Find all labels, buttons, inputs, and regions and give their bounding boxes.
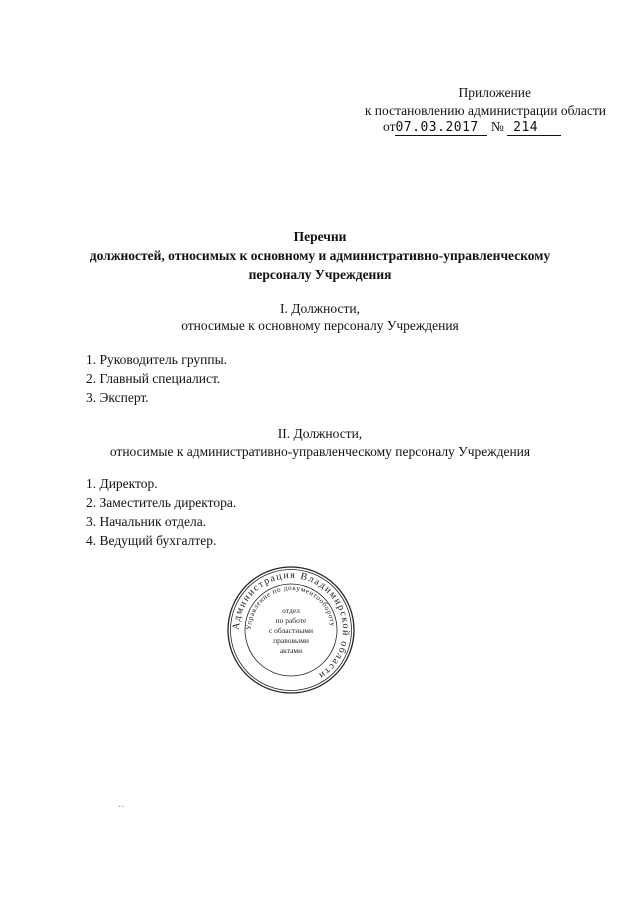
appendix-subtitle: к постановлению администрации области xyxy=(364,103,606,118)
official-stamp xyxy=(226,565,356,695)
stamp-center-text xyxy=(269,606,313,655)
svg-text:с областными: с областными xyxy=(268,626,314,635)
title-line-3: персоналу Учреждения xyxy=(248,267,392,282)
stamp-inner-ring-text: Управление по документообороту xyxy=(244,583,337,631)
section-1-heading xyxy=(0,300,640,334)
section-1-heading-line-2: относимые к основному персоналу Учреждения xyxy=(181,318,459,333)
svg-text:правовыми: правовыми xyxy=(273,636,309,645)
number-value: 214 xyxy=(507,121,561,136)
svg-text:по работе: по работе xyxy=(275,616,307,625)
svg-text:актами: актами xyxy=(279,646,303,655)
document-title xyxy=(0,227,640,284)
date-value: 07.03.2017 xyxy=(395,121,487,136)
list-item: 1. Директор. xyxy=(86,476,158,491)
stamp-outer-text: Администрация Владимирской области xyxy=(230,569,352,682)
list-item: 4. Ведущий бухгалтер. xyxy=(86,533,217,548)
section-1-list xyxy=(86,350,227,407)
list-item: 2. Главный специалист. xyxy=(86,371,221,386)
svg-text:отдел: отдел xyxy=(282,606,300,615)
title-line-2: должностей, относимых к основному и административно-управленческому xyxy=(89,248,551,263)
date-prefix: от xyxy=(383,119,396,134)
list-item: 3. Начальник отдела. xyxy=(86,514,207,529)
list-item: 1. Руководитель группы. xyxy=(86,352,228,367)
section-1-heading-line-1: I. Должности, xyxy=(280,301,360,316)
section-2-heading xyxy=(0,425,640,461)
section-2-list xyxy=(86,474,236,550)
list-item: 2. Заместитель директора. xyxy=(86,495,237,510)
section-2-heading-line-1: II. Должности, xyxy=(277,426,363,441)
appendix-header xyxy=(365,84,606,120)
title-line-1: Перечни xyxy=(293,229,347,244)
scan-artifact: ·· xyxy=(118,802,125,813)
date-number-line xyxy=(383,119,561,136)
section-2-heading-line-2: относимые к административно-управленческому персоналу Учреждения xyxy=(109,444,531,459)
number-sign: № xyxy=(490,119,504,134)
appendix-title: Приложение xyxy=(458,85,531,100)
list-item: 3. Эксперт. xyxy=(86,390,149,405)
